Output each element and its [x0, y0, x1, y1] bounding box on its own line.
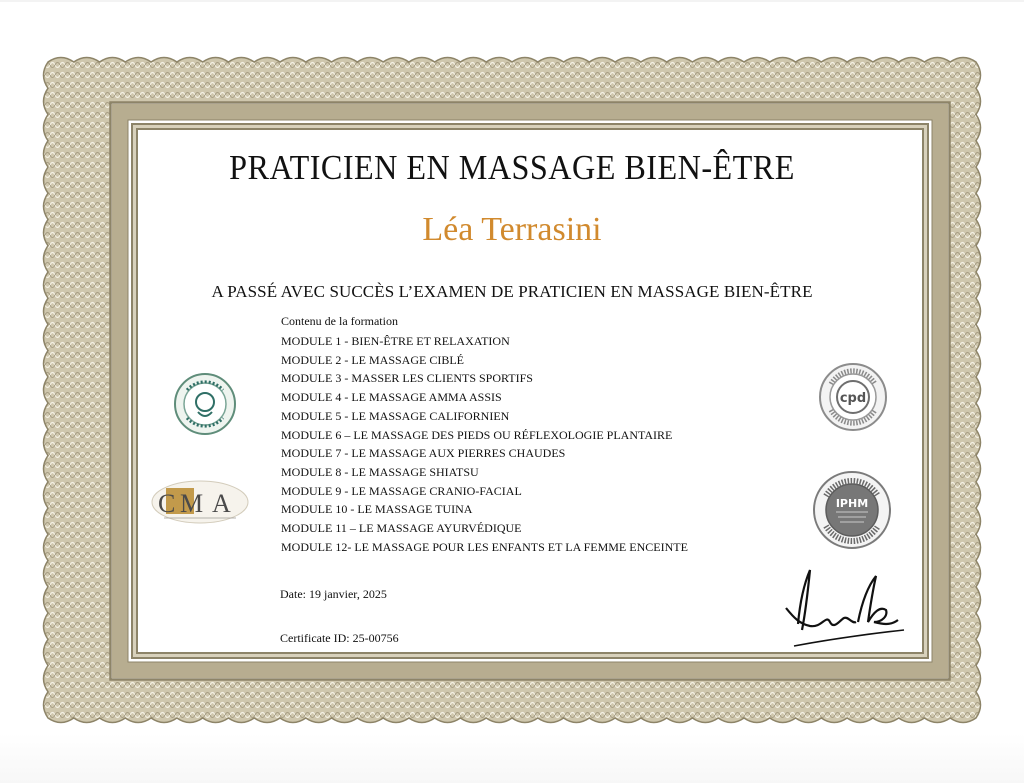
module-item: MODULE 6 – LE MASSAGE DES PIEDS OU RÉFLEXOLOGIE PLANTAIRE: [281, 427, 673, 442]
certificate-title: PRATICIEN EN MASSAGE BIEN-ÊTRE: [229, 148, 795, 187]
svg-text:M: M: [180, 489, 204, 518]
svg-text:cpd: cpd: [839, 391, 867, 406]
module-item: MODULE 8 - LE MASSAGE SHIATSU: [281, 464, 479, 479]
certificate-date: Date: 19 janvier, 2025: [280, 587, 387, 601]
cma-logo-icon: [150, 478, 250, 526]
module-item: MODULE 1 - BIEN-ÊTRE ET RELAXATION: [281, 334, 510, 348]
metiers-seal-icon: [173, 372, 237, 436]
svg-text:IPHM: IPHM: [835, 497, 869, 510]
module-item: MODULE 7 - LE MASSAGE AUX PIERRES CHAUDES: [281, 446, 566, 461]
module-item: MODULE 10 - LE MASSAGE TUINA: [281, 502, 473, 517]
certificate-statement: A PASSÉ AVEC SUCCÈS L’EXAMEN DE PRATICIEN EN MASSAGE BIEN-ÊTRE: [211, 282, 813, 301]
module-item: MODULE 3 - MASSER LES CLIENTS SPORTIFS: [281, 371, 533, 386]
training-contents: [281, 314, 801, 556]
cpd-seal-icon: [818, 362, 888, 432]
iphm-seal-icon: [812, 470, 892, 550]
module-item: MODULE 5 - LE MASSAGE CALIFORNIEN: [281, 408, 510, 423]
certificate-id: Certificate ID: 25-00756: [280, 631, 399, 645]
contents-heading: Contenu de la formation: [281, 314, 398, 328]
signature-icon: [770, 562, 910, 652]
module-item: MODULE 2 - LE MASSAGE CIBLÉ: [281, 352, 464, 367]
svg-text:A: A: [212, 489, 231, 518]
module-item: MODULE 11 – LE MASSAGE AYURVÉDIQUE: [281, 521, 522, 536]
module-item: MODULE 4 - LE MASSAGE AMMA ASSIS: [281, 390, 502, 405]
module-item: MODULE 9 - LE MASSAGE CRANIO-FACIAL: [281, 483, 522, 498]
recipient-name: Léa Terrasini: [422, 211, 602, 248]
module-item: MODULE 12- LE MASSAGE POUR LES ENFANTS ET LA FEMME ENCEINTE: [281, 539, 688, 554]
svg-text:C: C: [158, 489, 176, 518]
